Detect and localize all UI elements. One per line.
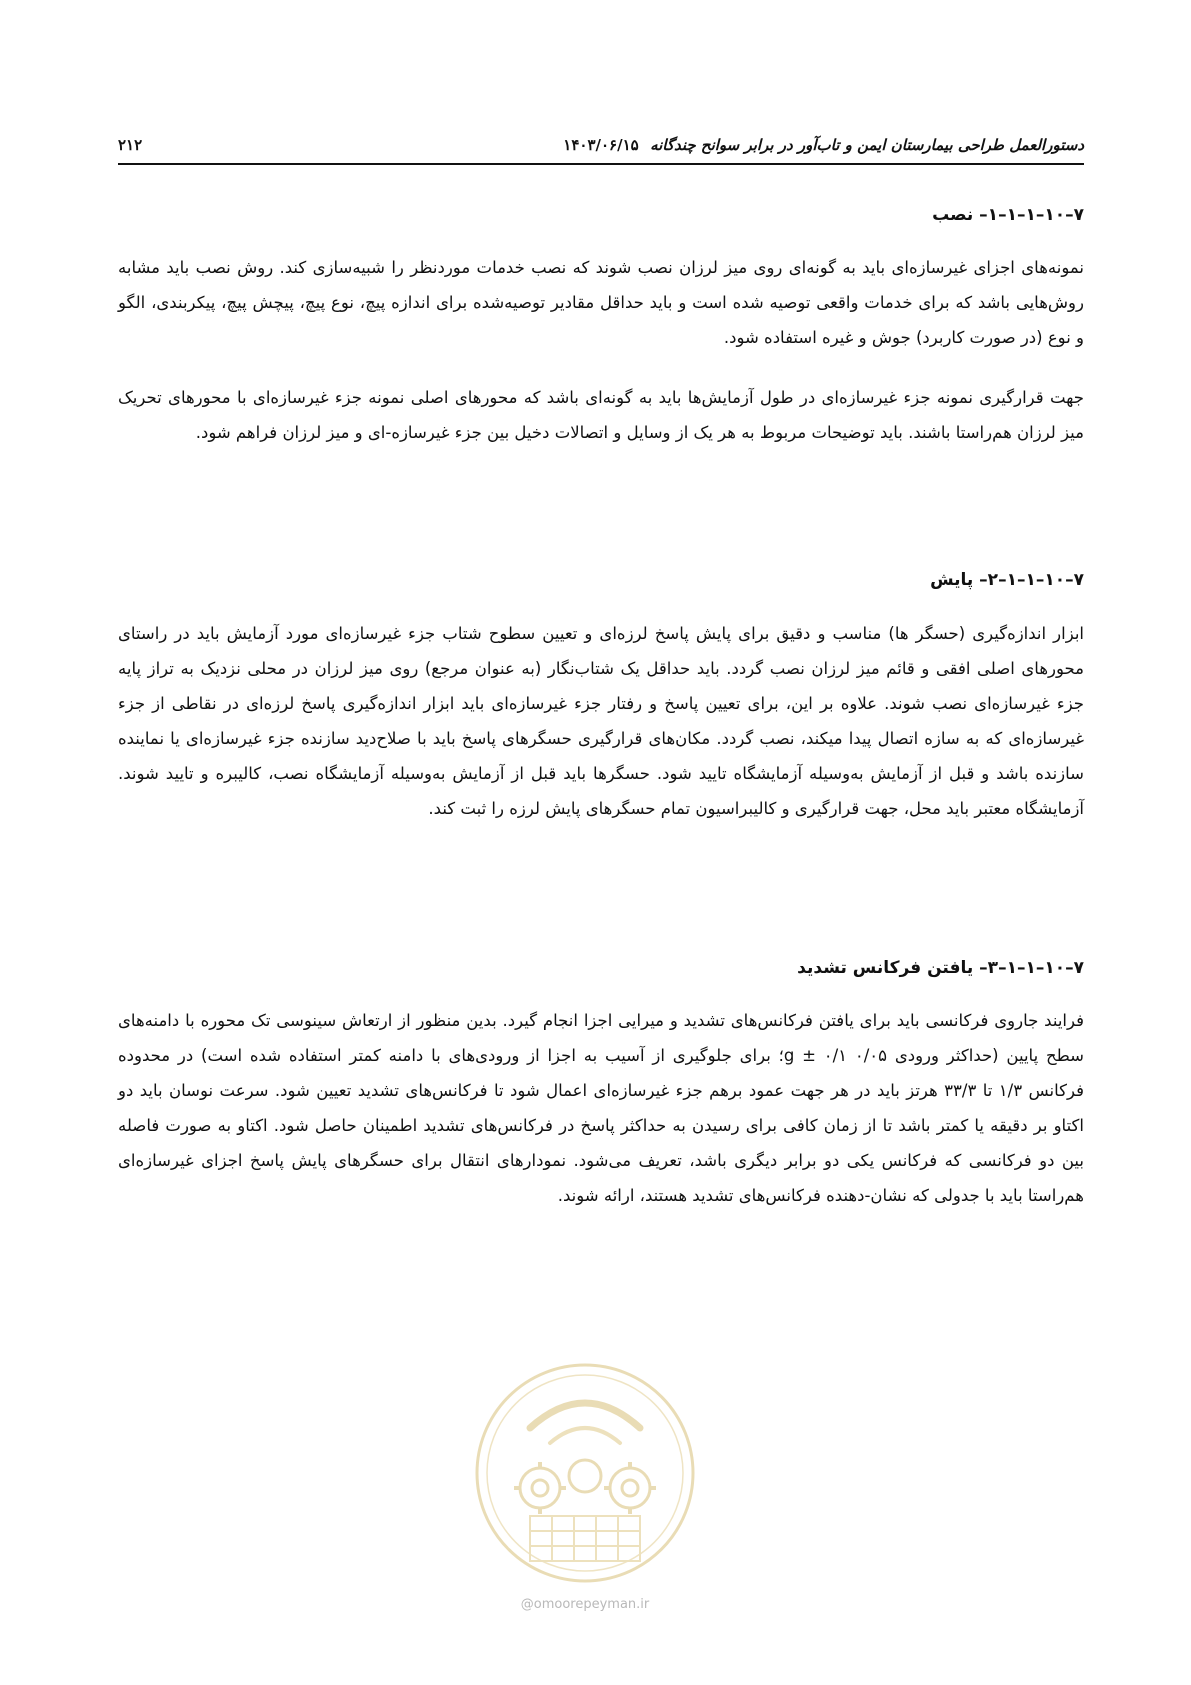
paragraph: ابزار اندازه‌گیری (حسگر ها) مناسب و دقیق برای پایش پاسخ لرزه‌ای و تعیین سطوح شتاب جزء غیرسازه‌ای مورد آزمایش باید در راستای محورهای اصلی افقی و قائم میز لرزان نصب گردد. باید حداقل یک شتاب‌نگار (به عنوان مرجع) روی میز لرزان در محلی نزدیک به تراز پایه جزء غیرسازه‌ای نصب شوند. علاوه بر این، برای تعیین پاسخ و رفتار جزء غیرسازه‌ای باید ابزار اندازه‌گیری پاسخ لرزه‌ای در نقاطی از جزء غیرسازه‌ای که به سازه اتصال پیدا میکند، نصب گردد. مکان‌های قرارگیری حسگرهای پاسخ باید با صلاح‌دید سازنده جزء غیرسازه‌ای یا نماینده سازنده باشد و قبل از آزمایش به‌وسیله آزمایشگاه تایید شود. حسگرها باید قبل از آزمایش به‌وسیله آزمایشگاه نصب، کالیبره و تایید شوند. آزمایشگاه معتبر باید محل، جهت قرارگیری و کالیبراسیون تمام حسگرهای پایش لرزه را ثبت کند. — [118, 624, 1084, 818]
header-title: دستورالعمل طراحی بیمارستان ایمن و تاب‌آور در برابر سوانح چندگانه — [650, 136, 1084, 154]
section-heading-installation: ۷–۱۰–۱–۱–۱– نصب — [932, 205, 1084, 225]
header-divider — [118, 163, 1084, 165]
section-heading-resonance: ۷–۱۰–۱–۱–۳– یافتن فرکانس تشدید — [797, 958, 1084, 978]
paragraph: فرایند جاروی فرکانسی باید برای یافتن فرکانس‌های تشدید و میرایی اجزا انجام گیرد. بدین منظور از ارتعاش سینوسی تک محوره با دامنه‌های سطح پایین (حداکثر ورودی ۰/۰۵ g ± ۰/۱؛ برای جلوگیری از آسیب به اجزا از ورودی‌های با دامنه کمتر استفاده شده است) در محدوده فرکانس ۱/۳ تا ۳۳/۳ هرتز باید در هر جهت عمود برهم جزء غیرسازه‌ای اعمال شود تا فرکانس‌های تشدید تعیین شود. سرعت نوسان باید دو اکتاو بر دقیقه یا کمتر باشد تا از زمان کافی برای رسیدن به حداکثر پاسخ در فرکانس‌های تشدید اطمینان حاصل شود. اکتاو به صورت فاصله بین دو فرکانسی که فرکانس یکی دو برابر دیگری باشد، تعریف می‌شود. نمودارهای انتقال برای حسگرهای پایش پاسخ اجزای غیرسازه‌ای هم‌راستا باید با جدولی که نشان-دهنده فرکانس‌های تشدید هستند، ارائه شوند. — [118, 1011, 1085, 1205]
header-date: ۱۴۰۳/۰۶/۱۵ — [563, 136, 639, 154]
paragraph: جهت قرارگیری نمونه جزء غیرسازه‌ای در طول آزمایش‌ها باید به گونه‌ای باشد که محورهای اصلی نمونه جزء غیرسازه‌ای با محورهای تحریک میز لرزان هم‌راستا باشند. باید توضیحات مربوط به هر یک از وسایل و اتصالات دخیل بین جزء غیرسازه-ای و میز لرزان فراهم شود. — [118, 388, 1084, 442]
watermark-logo-icon — [470, 1358, 700, 1588]
page-number: ۲۱۲ — [118, 136, 143, 154]
watermark-url: @omoorepeyman.ir — [520, 1597, 650, 1612]
running-header — [118, 132, 1084, 160]
paragraph: نمونه‌های اجزای غیرسازه‌ای باید به گونه‌ای روی میز لرزان نصب شوند که نصب خدمات موردنظر را شبیه‌سازی کند. روش نصب باید مشابه روش‌هایی باشد که برای خدمات واقعی توصیه شده است و باید حداقل مقادیر توصیه‌شده برای اندازه پیچ، نوع پیچ، پیچش پیچ، پیکربندی، الگو و نوع (در صورت کاربرد) جوش و غیره استفاده شود. — [118, 258, 1084, 347]
section-heading-monitoring: ۷–۱۰–۱–۱–۲– پایش — [930, 570, 1084, 590]
